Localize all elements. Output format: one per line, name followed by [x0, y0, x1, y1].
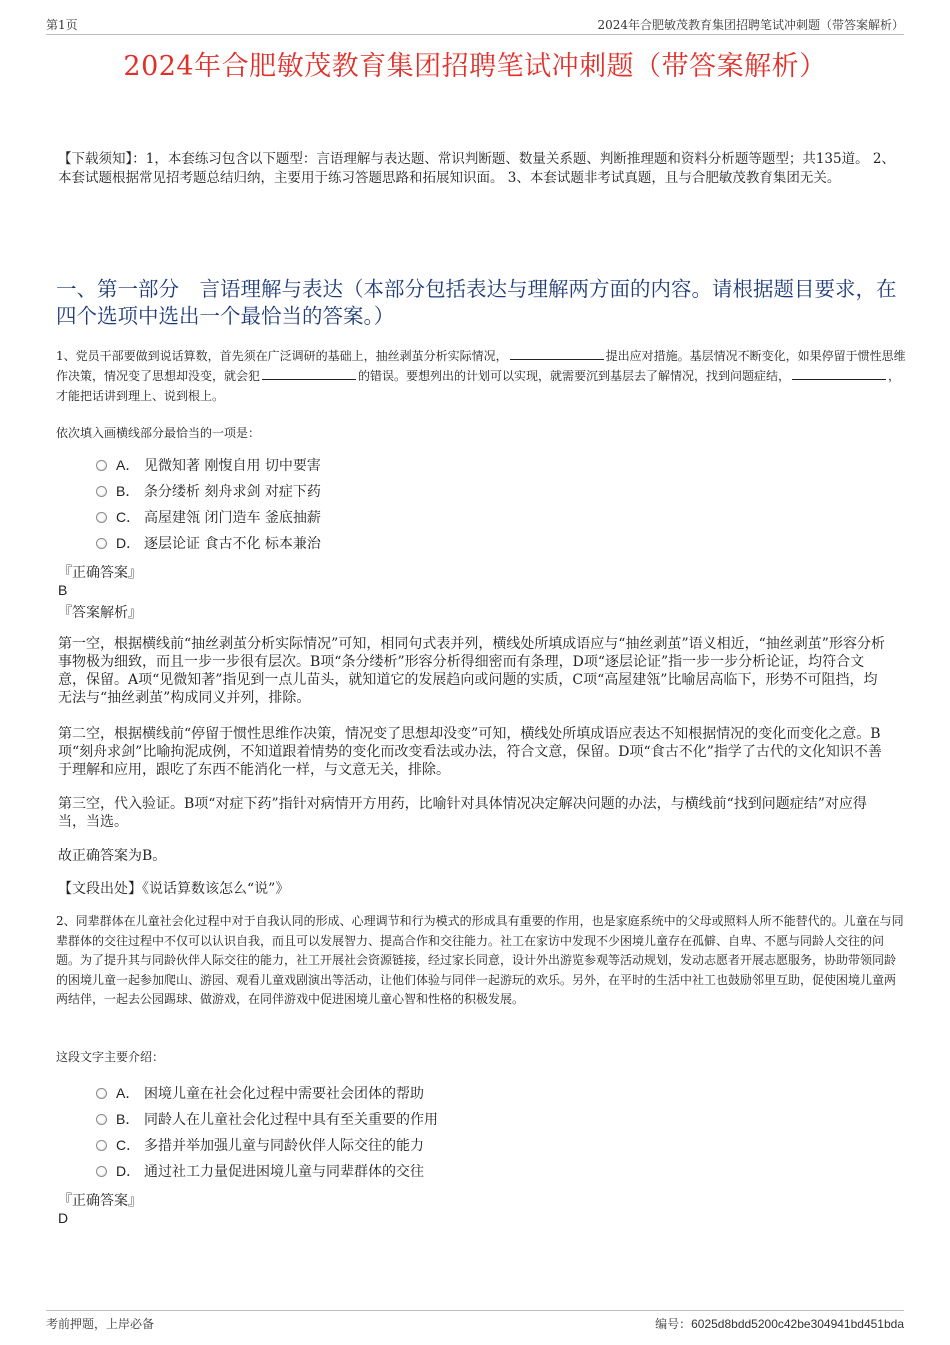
document-title: 2024年合肥敏茂教育集团招聘笔试冲刺题（带答案解析）	[123, 51, 827, 82]
q1-source: 【文段出处】《说话算数该怎么“说”》	[58, 881, 290, 897]
q1-text-2: 提出应对措施。基层情况不断变化，如果停留于惯性思维作决策，情况变了思想却没变，就会犯	[56, 349, 906, 383]
q1-prompt: 依次填入画横线部分最恰当的一项是：	[56, 426, 261, 440]
radio-icon[interactable]	[96, 1114, 107, 1125]
section-title: 一、第一部分 言语理解与表达（本部分包括表达与理解两方面的内容。请根据题目要求，在四个选项中选出一个最恰当的答案。）	[56, 277, 897, 328]
q1-analysis-para-2: 第二空，根据横线前“停留于惯性思维作决策，情况变了思想却没变”可知，横线处所填成语应表达不知根据情况的变化而变化之意。B项“刻舟求剑”比喻拘泥成例，不知道跟着情势的变化而改变看法或办法，符合文意，保留。D项“食古不化”指学了古代的文化知识不善于理解和应用，跟吃了东西不能消化一样，与文意无关，排除。	[58, 726, 882, 778]
page-header	[46, 14, 904, 35]
footer-slogan: 考前押题，上岸必备	[46, 1317, 155, 1331]
q2-prompt: 这段文字主要介绍：	[56, 1050, 165, 1064]
radio-icon[interactable]	[96, 1140, 107, 1151]
footer-code: 编号：6025d8bdd5200c42be304941bd451bda	[655, 1317, 904, 1331]
page-number: 第1页	[46, 18, 78, 32]
q1-option-a[interactable]: A． 见微知著 刚愎自用 切中要害	[96, 452, 321, 478]
radio-icon[interactable]	[96, 460, 107, 471]
download-notice: 【下载须知】：1，本套练习包含以下题型：言语理解与表达题、常识判断题、数量关系题、判断推理题和资料分析题等题型；共135道。 2、本套试题根据常见招考题总结归纳，主要用于练习答题思路和拓展知识面。 3、本套试题非考试真题，且与合肥敏茂教育集团无关。	[58, 151, 895, 186]
q1-answer-label: 『正确答案』	[58, 565, 142, 581]
q1-answer: B	[58, 582, 68, 598]
q2-option-b[interactable]: B． 同龄人在儿童社会化过程中具有至关重要的作用	[96, 1106, 438, 1132]
question-2-stem: 2、同辈群体在儿童社会化过程中对于自我认同的形成、心理调节和行为模式的形成具有重要的作用，也是家庭系统中的父母或照料人所不能替代的。儿童在与同辈群体的交往过程中不仅可以认识自我，而且可以发展智力、提高合作和交往能力。社工在家访中发现不少困境儿童存在孤僻、自卑、不愿与同龄人交往的问题。为了提升其与同龄伙伴人际交往的能力，社工开展社会资源链接，经过家长同意，设计外出游览参观等活动规划，发动志愿者开展志愿服务，协助带领同龄的困境儿童一起参加爬山、游园、观看儿童戏剧演出等活动，让他们体验与同伴一起游玩的欢乐。另外，在平时的生活中社工也鼓励邻里互助，促使困境儿童两两结伴，一起去公园踢球、做游戏，在同伴游戏中促进困境儿童心智和性格的积极发展。	[56, 914, 904, 1007]
radio-icon[interactable]	[96, 512, 107, 523]
q1-blank-3	[792, 368, 886, 380]
q1-text-4: ，才能把话讲到理上、说到根上。	[56, 369, 901, 403]
radio-icon[interactable]	[96, 1088, 107, 1099]
q1-analysis-conclusion: 故正确答案为B。	[58, 848, 167, 864]
radio-icon[interactable]	[96, 486, 107, 497]
q2-option-a[interactable]: A． 困境儿童在社会化过程中需要社会团体的帮助	[96, 1080, 438, 1106]
header-doc-title: 2024年合肥敏茂教育集团招聘笔试冲刺题（带答案解析）	[597, 18, 904, 32]
q1-analysis-para-3: 第三空，代入验证。B项“对症下药”指针对病情开方用药，比喻针对具体情况决定解决问题的办法，与横线前“找到问题症结”对应得当，当选。	[58, 796, 867, 830]
q2-option-c[interactable]: C． 多措并举加强儿童与同龄伙伴人际交往的能力	[96, 1132, 438, 1158]
question-1-stem	[56, 346, 906, 406]
radio-icon[interactable]	[96, 1166, 107, 1177]
q1-text-1: 1、党员干部要做到说话算数，首先须在广泛调研的基础上，抽丝剥茧分析实际情况，	[56, 349, 508, 363]
q2-options	[96, 1080, 438, 1184]
q1-options	[96, 452, 321, 556]
page-footer	[46, 1310, 904, 1333]
q1-analysis-label: 『答案解析』	[58, 605, 142, 621]
q1-option-d[interactable]: D． 逐层论证 食古不化 标本兼治	[96, 530, 321, 556]
q1-blank-1	[510, 348, 604, 360]
q2-answer-label: 『正确答案』	[58, 1193, 142, 1209]
q2-answer: D	[58, 1210, 69, 1226]
radio-icon[interactable]	[96, 538, 107, 549]
q1-blank-2	[262, 368, 356, 380]
q2-option-d[interactable]: D． 通过社工力量促进困境儿童与同辈群体的交往	[96, 1158, 438, 1184]
q1-text-3: 的错误。要想列出的计划可以实现，就需要沉到基层去了解情况，找到问题症结，	[358, 369, 791, 383]
q1-analysis-para-1: 第一空，根据横线前“抽丝剥茧分析实际情况”可知，相同句式表并列，横线处所填成语应与“抽丝剥茧”语义相近，“抽丝剥茧”形容分析事物极为细致，而且一步一步很有层次。B项“条分缕析”形容分析得细密而有条理，D项“逐层论证”指一步一步分析论证，均符合文意，保留。A项“见微知著”指见到一点儿苗头，就知道它的发展趋向或问题的实质，C项“高屋建瓴”比喻居高临下，形势不可阻挡，均无法与“抽丝剥茧”构成同义并列，排除。	[58, 636, 885, 706]
q1-option-b[interactable]: B． 条分缕析 刻舟求剑 对症下药	[96, 478, 321, 504]
q1-option-c[interactable]: C． 高屋建瓴 闭门造车 釜底抽薪	[96, 504, 321, 530]
